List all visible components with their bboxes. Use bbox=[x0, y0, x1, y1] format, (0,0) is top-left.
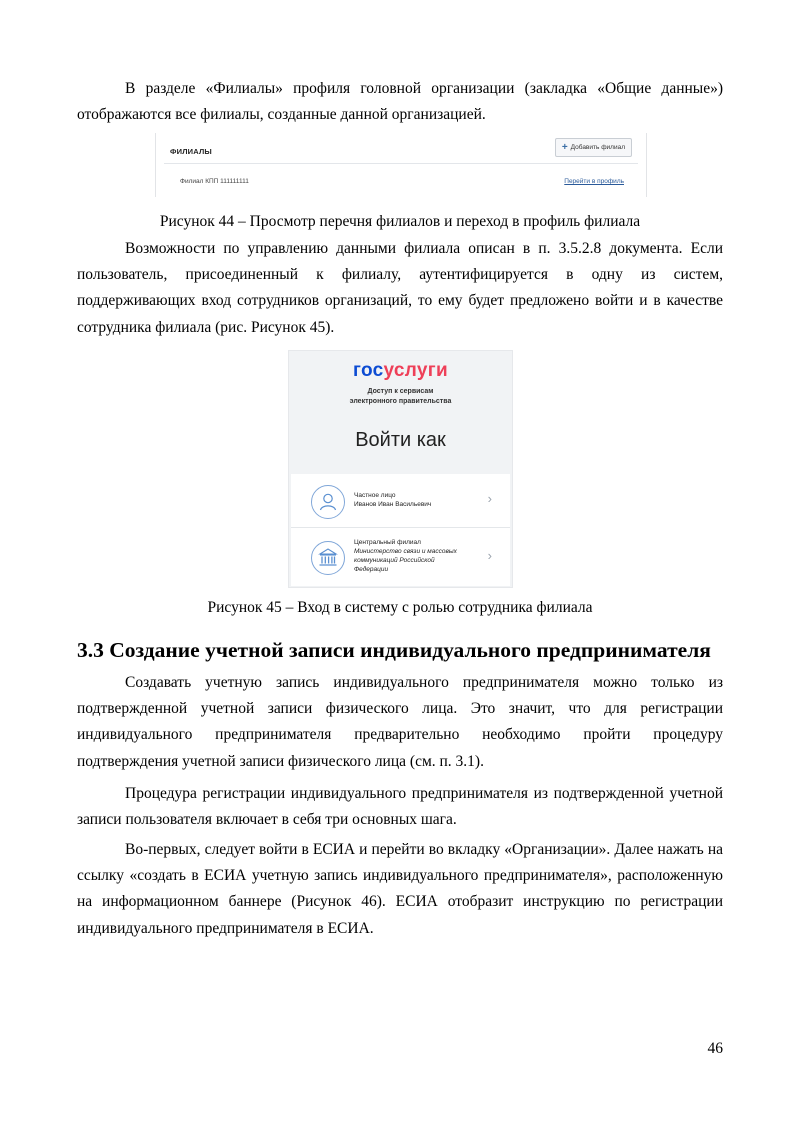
option-org-line-3: Федерации bbox=[354, 566, 389, 573]
option-role-label: Частное лицо bbox=[354, 492, 396, 499]
go-to-profile-link[interactable]: Перейти в профиль bbox=[564, 178, 624, 185]
option-role-label: Центральный филиал bbox=[354, 539, 421, 546]
paragraph-ip-account-requirements: Создавать учетную запись индивидуального предпринимателя можно только из подтвержденной учетной записи физического лица. Это значит, что для регистрации индивидуального предпринимателя предварительно необходимо пройти процедуру подтверждения учетной записи физического лица (см. п. 3.1). bbox=[77, 674, 723, 770]
login-option-central-branch[interactable] bbox=[291, 528, 510, 586]
person-icon bbox=[311, 485, 345, 519]
option-org-line-1: Министерство связи и массовых bbox=[354, 548, 457, 555]
gosuslugi-logo bbox=[289, 360, 512, 382]
figure-45-caption: Рисунок 45 – Вход в систему с ролью сотрудника филиала bbox=[207, 599, 593, 616]
login-option-private-person-text bbox=[354, 491, 474, 509]
paragraph-ip-step-one: Во-первых, следует войти в ЕСИА и перейти во вкладку «Организации». Далее нажать на ссылку «создать в ЕСИА учетную запись индивидуального предпринимателя», расположенную на информационном баннере (Рисунок 46). ЕСИА отобразит инструкцию по регистрации индивидуального предпринимателя в ЕСИА. bbox=[77, 841, 723, 937]
login-as-title: Войти как bbox=[355, 429, 446, 451]
gosuslugi-login-as-screenshot bbox=[288, 350, 513, 588]
chevron-right-icon: › bbox=[487, 548, 492, 563]
section-heading: 3.3 Создание учетной записи индивидуального предпринимателя bbox=[77, 638, 711, 662]
add-branch-button-label: Добавить филиал bbox=[570, 144, 625, 151]
branches-panel-screenshot bbox=[155, 133, 647, 197]
branch-name: Филиал КПП 111111111 bbox=[180, 178, 249, 185]
page-number: 46 bbox=[707, 1040, 723, 1057]
gosuslugi-tagline bbox=[289, 387, 512, 407]
login-option-private-person[interactable] bbox=[291, 474, 510, 528]
tagline-line-2: электронного правительства bbox=[349, 398, 452, 405]
tagline-line-1: Доступ к сервисам bbox=[367, 388, 434, 395]
login-option-central-branch-text bbox=[354, 538, 474, 574]
logo-part-gos: гос bbox=[353, 360, 384, 381]
option-person-name: Иванов Иван Васильевич bbox=[354, 501, 432, 508]
paragraph-branches-intro: В разделе «Филиалы» профиля головной организации (закладка «Общие данные») отображаются все филиалы, созданные данной организацией. bbox=[77, 80, 723, 124]
paragraph-ip-registration-steps: Процедура регистрации индивидуального предпринимателя из подтвержденной учетной записи пользователя включает в себя три основных шага. bbox=[77, 785, 723, 829]
add-branch-button[interactable] bbox=[555, 138, 632, 157]
chevron-right-icon: › bbox=[487, 491, 492, 506]
plus-icon: + bbox=[561, 142, 568, 153]
branches-section-title: ФИЛИАЛЫ bbox=[170, 147, 212, 156]
divider bbox=[164, 163, 638, 164]
government-building-icon bbox=[311, 541, 345, 575]
option-org-line-2: коммуникаций Российской bbox=[354, 557, 435, 564]
figure-44-caption: Рисунок 44 – Просмотр перечня филиалов и переход в профиль филиала bbox=[159, 213, 641, 230]
logo-part-uslugi: услуги bbox=[383, 360, 448, 381]
paragraph-branch-management: Возможности по управлению данными филиала описан в п. 3.5.2.8 документа. Если пользователь, присоединенный к филиалу, аутентифицируется в одну из систем, поддерживающих вход сотрудников организаций, то ему будет предложено войти и в качестве сотрудника филиала (рис. Рисунок 45). bbox=[77, 240, 723, 336]
